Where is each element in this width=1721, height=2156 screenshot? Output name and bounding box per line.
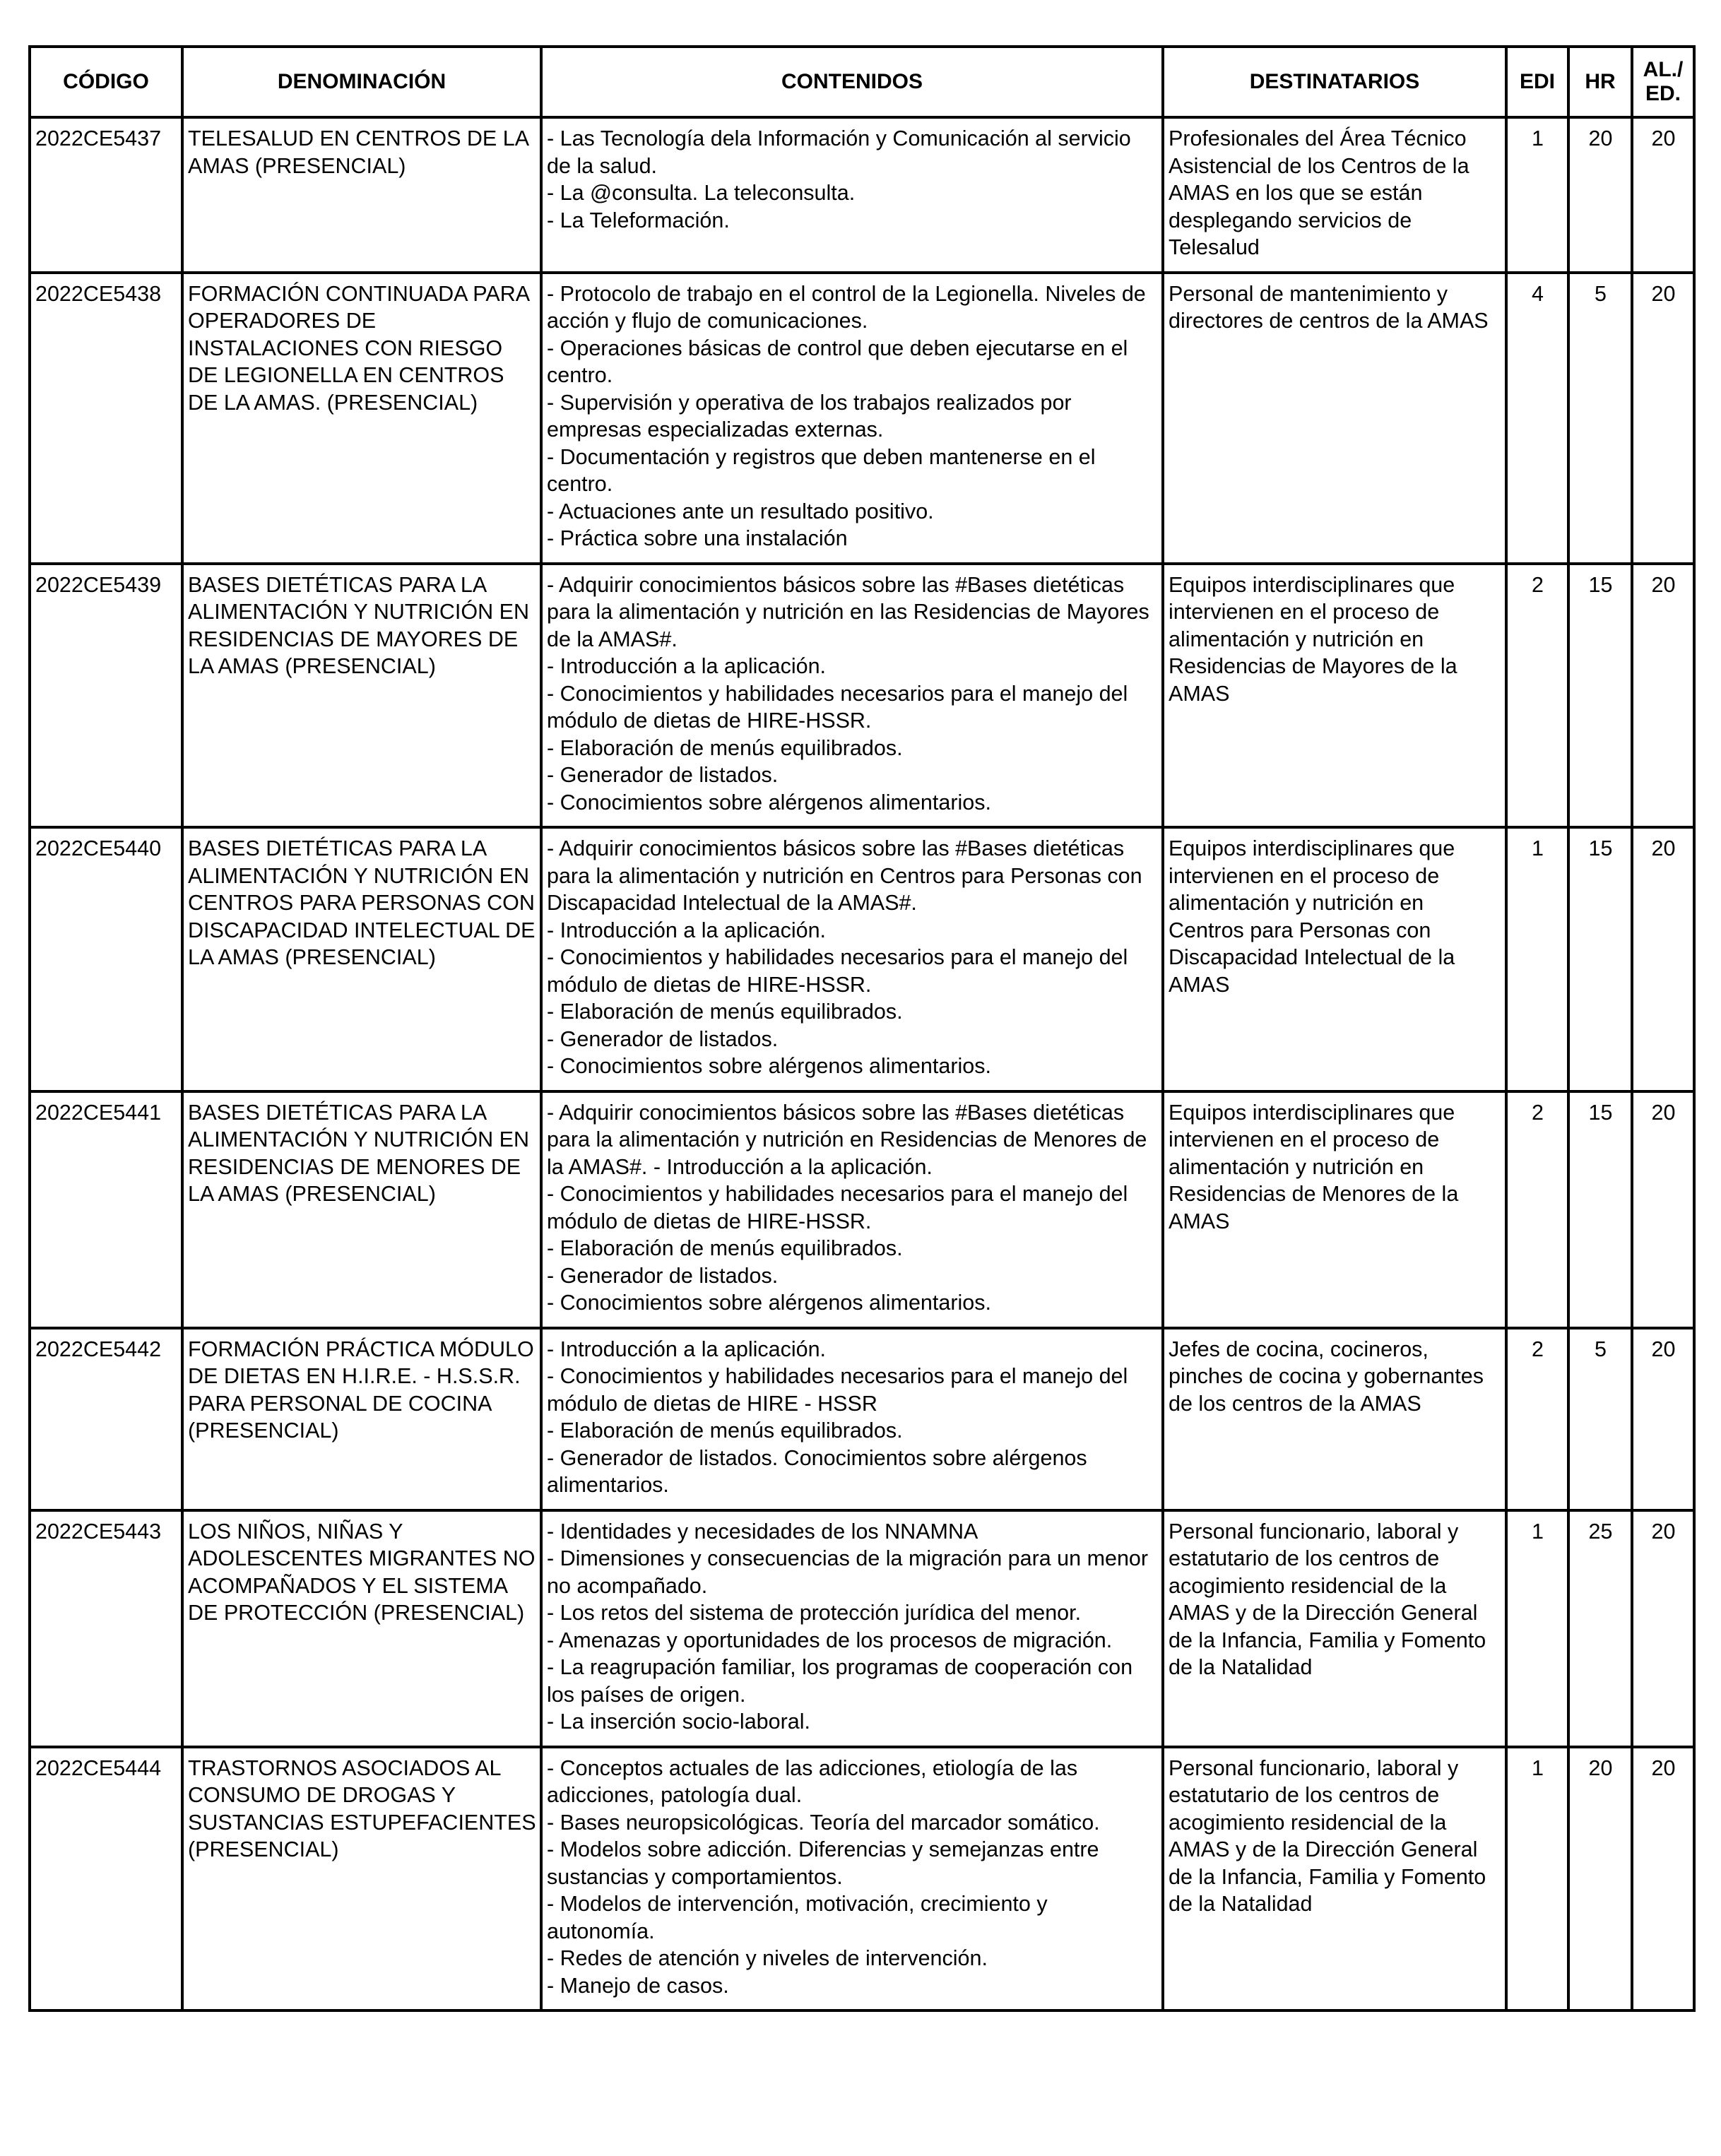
cell-al-ed: 20 bbox=[1632, 1747, 1694, 2011]
cell-contenidos: - Protocolo de trabajo en el control de la Legionella. Niveles de acción y flujo de comunicaciones. - Operaciones básicas de control que deben ejecutarse en el centro. - Supervisión y operativa de los trabajos realizados por empresas especializadas externas. - Documentación y registros que deben mantenerse en el centro. - Actuaciones ante un resultado positivo. - Práctica sobre una instalación bbox=[541, 273, 1163, 564]
cell-edi: 4 bbox=[1506, 273, 1568, 564]
cell-denominacion: BASES DIETÉTICAS PARA LA ALIMENTACIÓN Y NUTRICIÓN EN CENTROS PARA PERSONAS CON DISCAPACIDAD INTELECTUAL DE LA AMAS (PRESENCIAL) bbox=[182, 827, 541, 1091]
cell-denominacion: BASES DIETÉTICAS PARA LA ALIMENTACIÓN Y NUTRICIÓN EN RESIDENCIAS DE MAYORES DE LA AMAS (PRESENCIAL) bbox=[182, 564, 541, 828]
cell-denominacion: TRASTORNOS ASOCIADOS AL CONSUMO DE DROGAS Y SUSTANCIAS ESTUPEFACIENTES (PRESENCIAL) bbox=[182, 1747, 541, 2011]
header-hr: HR bbox=[1568, 47, 1632, 117]
cell-destinatarios: Equipos interdisciplinares que intervienen en el proceso de alimentación y nutrición en Residencias de Mayores de la AMAS bbox=[1163, 564, 1506, 828]
cell-denominacion: LOS NIÑOS, NIÑAS Y ADOLESCENTES MIGRANTES NO ACOMPAÑADOS Y EL SISTEMA DE PROTECCIÓN (PRESENCIAL) bbox=[182, 1510, 541, 1747]
courses-table bbox=[28, 45, 1696, 2012]
header-al-ed: AL./ ED. bbox=[1632, 47, 1694, 117]
cell-contenidos: - Conceptos actuales de las adicciones, etiología de las adicciones, patología dual. - Bases neuropsicológicas. Teoría del marcador somático. - Modelos sobre adicción. Diferencias y semejanzas entre sustancias y comportamientos. - Modelos de intervención, motivación, crecimiento y autonomía. - Redes de atención y niveles de intervención. - Manejo de casos. bbox=[541, 1747, 1163, 2011]
cell-contenidos: - Adquirir conocimientos básicos sobre las #Bases dietéticas para la alimentación y nutrición en Residencias de Menores de la AMAS#. - Introducción a la aplicación. - Conocimientos y habilidades necesarios para el manejo del módulo de dietas de HIRE-HSSR. - Elaboración de menús equilibrados. - Generador de listados. - Conocimientos sobre alérgenos alimentarios. bbox=[541, 1091, 1163, 1328]
cell-edi: 1 bbox=[1506, 827, 1568, 1091]
header-contenidos: CONTENIDOS bbox=[541, 47, 1163, 117]
header-codigo: CÓDIGO bbox=[30, 47, 182, 117]
header-denominacion: DENOMINACIÓN bbox=[182, 47, 541, 117]
cell-edi: 2 bbox=[1506, 1328, 1568, 1510]
cell-codigo: 2022CE5443 bbox=[30, 1510, 182, 1747]
cell-al-ed: 20 bbox=[1632, 827, 1694, 1091]
cell-codigo: 2022CE5442 bbox=[30, 1328, 182, 1510]
cell-hr: 5 bbox=[1568, 273, 1632, 564]
cell-codigo: 2022CE5440 bbox=[30, 827, 182, 1091]
cell-contenidos: - Adquirir conocimientos básicos sobre las #Bases dietéticas para la alimentación y nutrición en las Residencias de Mayores de la AMAS#. - Introducción a la aplicación. - Conocimientos y habilidades necesarios para el manejo del módulo de dietas de HIRE-HSSR. - Elaboración de menús equilibrados. - Generador de listados. - Conocimientos sobre alérgenos alimentarios. bbox=[541, 564, 1163, 828]
cell-destinatarios: Jefes de cocina, cocineros, pinches de cocina y gobernantes de los centros de la AMAS bbox=[1163, 1328, 1506, 1510]
cell-al-ed: 20 bbox=[1632, 564, 1694, 828]
table-row bbox=[30, 273, 1694, 564]
cell-hr: 20 bbox=[1568, 117, 1632, 273]
cell-destinatarios: Personal de mantenimiento y directores de centros de la AMAS bbox=[1163, 273, 1506, 564]
cell-contenidos: - Introducción a la aplicación. - Conocimientos y habilidades necesarios para el manejo del módulo de dietas de HIRE - HSSR - Elaboración de menús equilibrados. - Generador de listados. Conocimientos sobre alérgenos alimentarios. bbox=[541, 1328, 1163, 1510]
cell-hr: 20 bbox=[1568, 1747, 1632, 2011]
table-row bbox=[30, 1747, 1694, 2011]
cell-codigo: 2022CE5444 bbox=[30, 1747, 182, 2011]
table-row bbox=[30, 827, 1694, 1091]
cell-al-ed: 20 bbox=[1632, 117, 1694, 273]
table-row bbox=[30, 564, 1694, 828]
cell-codigo: 2022CE5438 bbox=[30, 273, 182, 564]
cell-denominacion: TELESALUD EN CENTROS DE LA AMAS (PRESENCIAL) bbox=[182, 117, 541, 273]
cell-denominacion: FORMACIÓN CONTINUADA PARA OPERADORES DE INSTALACIONES CON RIESGO DE LEGIONELLA EN CENTROS DE LA AMAS. (PRESENCIAL) bbox=[182, 273, 541, 564]
cell-al-ed: 20 bbox=[1632, 1091, 1694, 1328]
table-row bbox=[30, 117, 1694, 273]
cell-destinatarios: Personal funcionario, laboral y estatutario de los centros de acogimiento residencial de la AMAS y de la Dirección General de la Infancia, Familia y Fomento de la Natalidad bbox=[1163, 1510, 1506, 1747]
cell-hr: 15 bbox=[1568, 1091, 1632, 1328]
table-row bbox=[30, 1328, 1694, 1510]
cell-destinatarios: Personal funcionario, laboral y estatutario de los centros de acogimiento residencial de la AMAS y de la Dirección General de la Infancia, Familia y Fomento de la Natalidad bbox=[1163, 1747, 1506, 2011]
cell-hr: 15 bbox=[1568, 827, 1632, 1091]
cell-al-ed: 20 bbox=[1632, 1510, 1694, 1747]
cell-codigo: 2022CE5439 bbox=[30, 564, 182, 828]
cell-codigo: 2022CE5437 bbox=[30, 117, 182, 273]
cell-destinatarios: Equipos interdisciplinares que intervienen en el proceso de alimentación y nutrición en Residencias de Menores de la AMAS bbox=[1163, 1091, 1506, 1328]
cell-al-ed: 20 bbox=[1632, 1328, 1694, 1510]
cell-denominacion: BASES DIETÉTICAS PARA LA ALIMENTACIÓN Y NUTRICIÓN EN RESIDENCIAS DE MENORES DE LA AMAS (PRESENCIAL) bbox=[182, 1091, 541, 1328]
table-row bbox=[30, 1510, 1694, 1747]
cell-destinatarios: Profesionales del Área Técnico Asistencial de los Centros de la AMAS en los que se están desplegando servicios de Telesalud bbox=[1163, 117, 1506, 273]
cell-hr: 15 bbox=[1568, 564, 1632, 828]
cell-edi: 1 bbox=[1506, 117, 1568, 273]
cell-denominacion: FORMACIÓN PRÁCTICA MÓDULO DE DIETAS EN H.I.R.E. - H.S.S.R. PARA PERSONAL DE COCINA (PRESENCIAL) bbox=[182, 1328, 541, 1510]
table-row bbox=[30, 1091, 1694, 1328]
cell-contenidos: - Identidades y necesidades de los NNAMNA - Dimensiones y consecuencias de la migración para un menor no acompañado. - Los retos del sistema de protección jurídica del menor. - Amenazas y oportunidades de los procesos de migración. - La reagrupación familiar, los programas de cooperación con los países de origen. - La inserción socio-laboral. bbox=[541, 1510, 1163, 1747]
cell-hr: 5 bbox=[1568, 1328, 1632, 1510]
cell-edi: 2 bbox=[1506, 564, 1568, 828]
header-edi: EDI bbox=[1506, 47, 1568, 117]
cell-destinatarios: Equipos interdisciplinares que intervienen en el proceso de alimentación y nutrición en Centros para Personas con Discapacidad Intelectual de la AMAS bbox=[1163, 827, 1506, 1091]
cell-edi: 1 bbox=[1506, 1510, 1568, 1747]
cell-codigo: 2022CE5441 bbox=[30, 1091, 182, 1328]
cell-contenidos: - Las Tecnología dela Información y Comunicación al servicio de la salud. - La @consulta. La teleconsulta. - La Teleformación. bbox=[541, 117, 1163, 273]
cell-hr: 25 bbox=[1568, 1510, 1632, 1747]
header-row bbox=[30, 47, 1694, 117]
cell-edi: 1 bbox=[1506, 1747, 1568, 2011]
header-destinatarios: DESTINATARIOS bbox=[1163, 47, 1506, 117]
cell-al-ed: 20 bbox=[1632, 273, 1694, 564]
cell-contenidos: - Adquirir conocimientos básicos sobre las #Bases dietéticas para la alimentación y nutrición en Centros para Personas con Discapacidad Intelectual de la AMAS#. - Introducción a la aplicación. - Conocimientos y habilidades necesarios para el manejo del módulo de dietas de HIRE-HSSR. - Elaboración de menús equilibrados. - Generador de listados. - Conocimientos sobre alérgenos alimentarios. bbox=[541, 827, 1163, 1091]
cell-edi: 2 bbox=[1506, 1091, 1568, 1328]
